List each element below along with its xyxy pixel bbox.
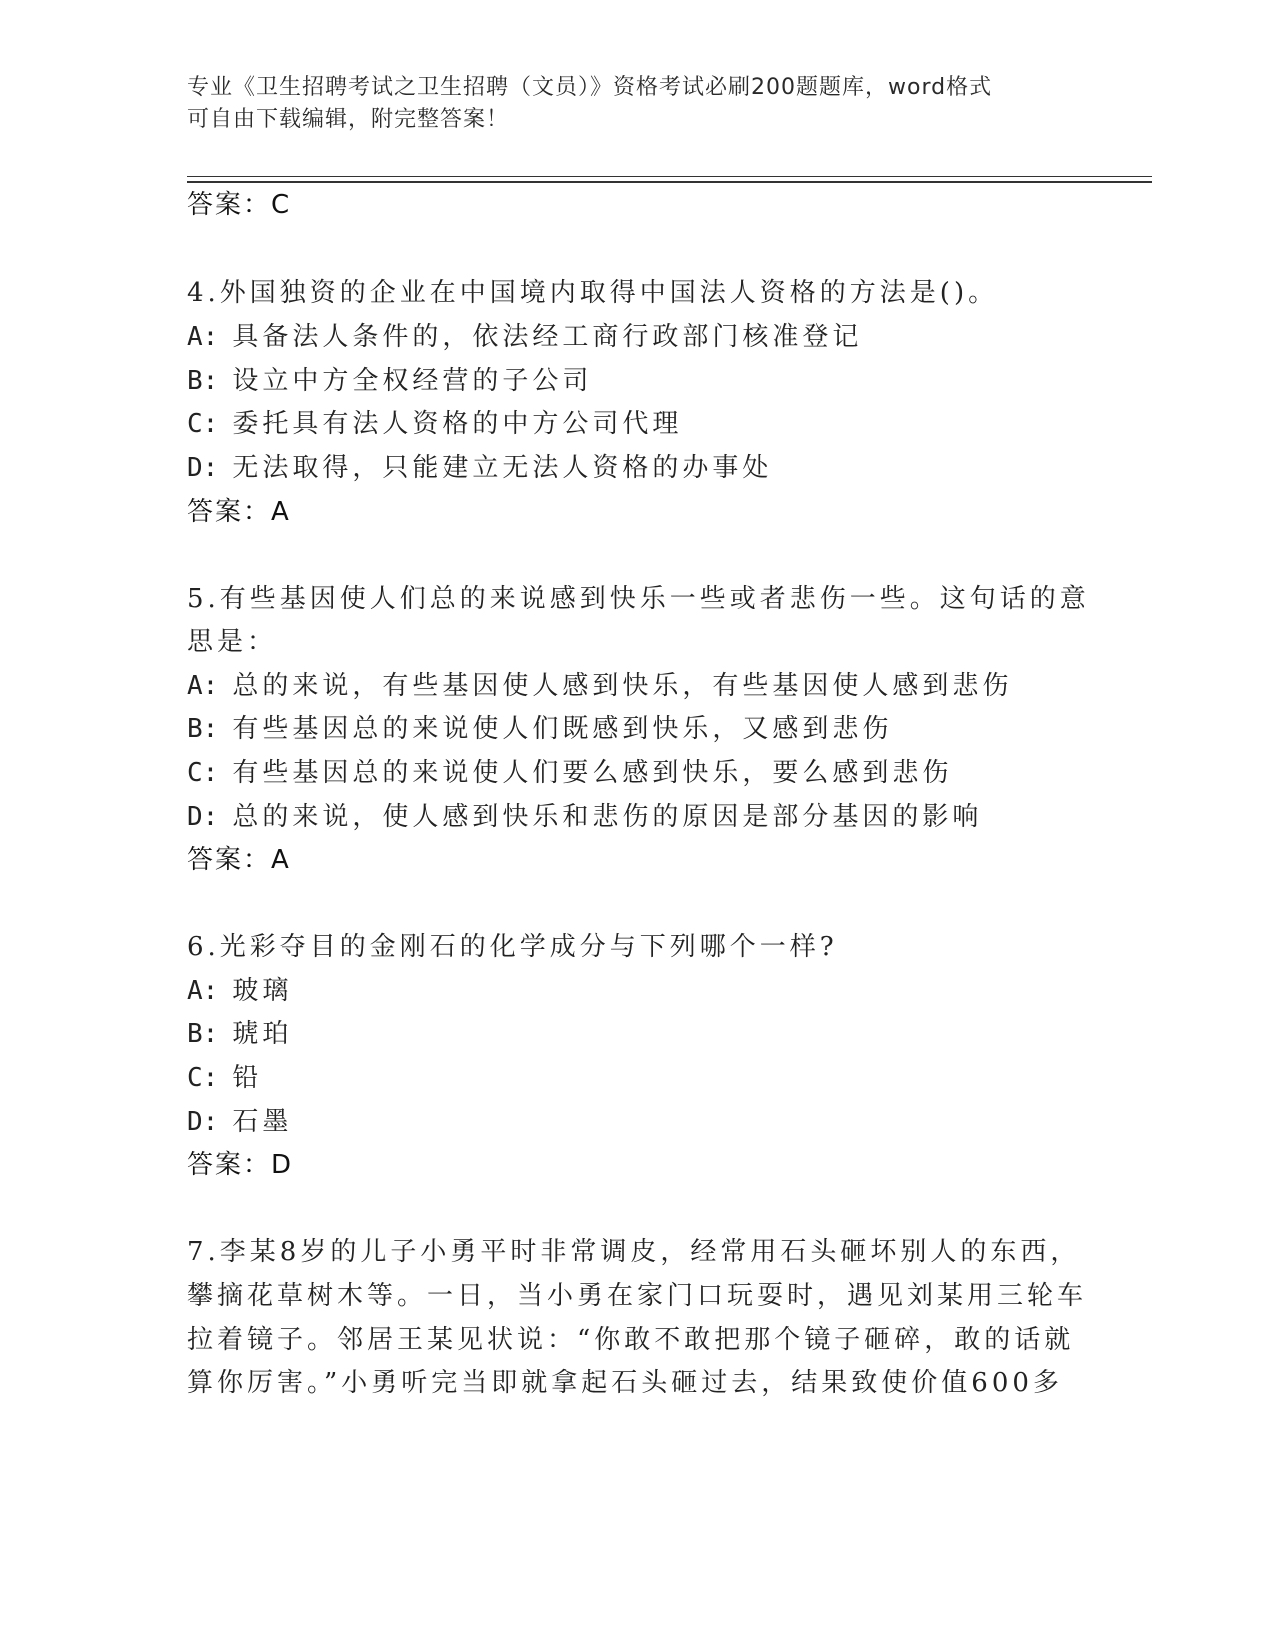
question-6-option-a xyxy=(187,970,292,1007)
question-4-option-b xyxy=(187,360,592,397)
option-label: B: xyxy=(187,1019,219,1049)
option-text: 设立中方全权经营的子公司 xyxy=(232,366,593,396)
question-7-stem-line-3: 拉着镜子。邻居王某见状说：“你敢不敢把那个镜子砸碎，敢的话就 xyxy=(187,1325,1075,1355)
option-label: A: xyxy=(187,671,219,701)
option-text: 铅 xyxy=(232,1063,263,1093)
question-5-option-c xyxy=(187,752,952,789)
option-label: A: xyxy=(187,322,219,352)
question-6-option-d xyxy=(187,1101,292,1138)
header-divider-thick xyxy=(187,181,1152,183)
question-6-answer: 答案：D xyxy=(187,1150,294,1180)
option-text: 石墨 xyxy=(232,1107,293,1137)
option-label: D: xyxy=(187,453,219,483)
header-line-1: 专业《卫生招聘考试之卫生招聘（文员）》资格考试必刷200题题库，word格式 xyxy=(187,75,993,100)
question-4-option-a xyxy=(187,316,862,353)
previous-answer: 答案：C xyxy=(187,190,292,220)
option-text: 总的来说，使人感到快乐和悲伤的原因是部分基因的影响 xyxy=(232,802,983,832)
option-text: 委托具有法人资格的中方公司代理 xyxy=(232,409,683,439)
question-5-stem-line-1: 5.有些基因使人们总的来说感到快乐一些或者悲伤一些。这句话的意 xyxy=(187,584,1090,614)
option-text: 无法取得，只能建立无法人资格的办事处 xyxy=(232,453,773,483)
question-7-stem-line-1: 7.李某8岁的儿子小勇平时非常调皮，经常用石头砸坏别人的东西， xyxy=(187,1237,1081,1267)
question-5-option-b xyxy=(187,708,892,745)
question-5-answer: 答案：A xyxy=(187,845,291,875)
option-label: C: xyxy=(187,758,219,788)
question-4-option-c xyxy=(187,403,682,440)
option-text: 琥珀 xyxy=(232,1019,293,1049)
header-line-2: 可自由下载编辑，附完整答案！ xyxy=(187,107,510,132)
option-text: 玻璃 xyxy=(232,976,293,1006)
option-text: 具备法人条件的，依法经工商行政部门核准登记 xyxy=(232,322,863,352)
question-6-stem-line-1: 6.光彩夺目的金刚石的化学成分与下列哪个一样? xyxy=(187,932,838,962)
option-text: 总的来说，有些基因使人感到快乐，有些基因使人感到悲伤 xyxy=(232,671,1013,701)
question-4-stem-line-1: 4.外国独资的企业在中国境内取得中国法人资格的方法是()。 xyxy=(187,278,999,308)
question-4-answer: 答案：A xyxy=(187,497,291,527)
option-text: 有些基因总的来说使人们要么感到快乐，要么感到悲伤 xyxy=(232,758,953,788)
question-7-stem-line-4: 算你厉害。”小勇听完当即就拿起石头砸过去，结果致使价值600多 xyxy=(187,1368,1063,1398)
question-5-option-a xyxy=(187,665,1012,702)
option-label: D: xyxy=(187,802,219,832)
option-label: D: xyxy=(187,1107,219,1137)
option-text: 有些基因总的来说使人们既感到快乐，又感到悲伤 xyxy=(232,714,893,744)
option-label: C: xyxy=(187,1063,219,1093)
option-label: B: xyxy=(187,714,219,744)
question-6-option-c xyxy=(187,1057,262,1094)
option-label: B: xyxy=(187,366,219,396)
question-5-stem-line-2: 思是： xyxy=(187,627,278,657)
question-4-option-d xyxy=(187,447,772,484)
question-5-option-d xyxy=(187,796,982,833)
question-7-stem-line-2: 攀摘花草树木等。一日，当小勇在家门口玩耍时，遇见刘某用三轮车 xyxy=(187,1281,1088,1311)
question-6-option-b xyxy=(187,1013,292,1050)
option-label: C: xyxy=(187,409,219,439)
option-label: A: xyxy=(187,976,219,1006)
header-divider-thin xyxy=(187,176,1152,177)
document-header xyxy=(187,72,1067,136)
